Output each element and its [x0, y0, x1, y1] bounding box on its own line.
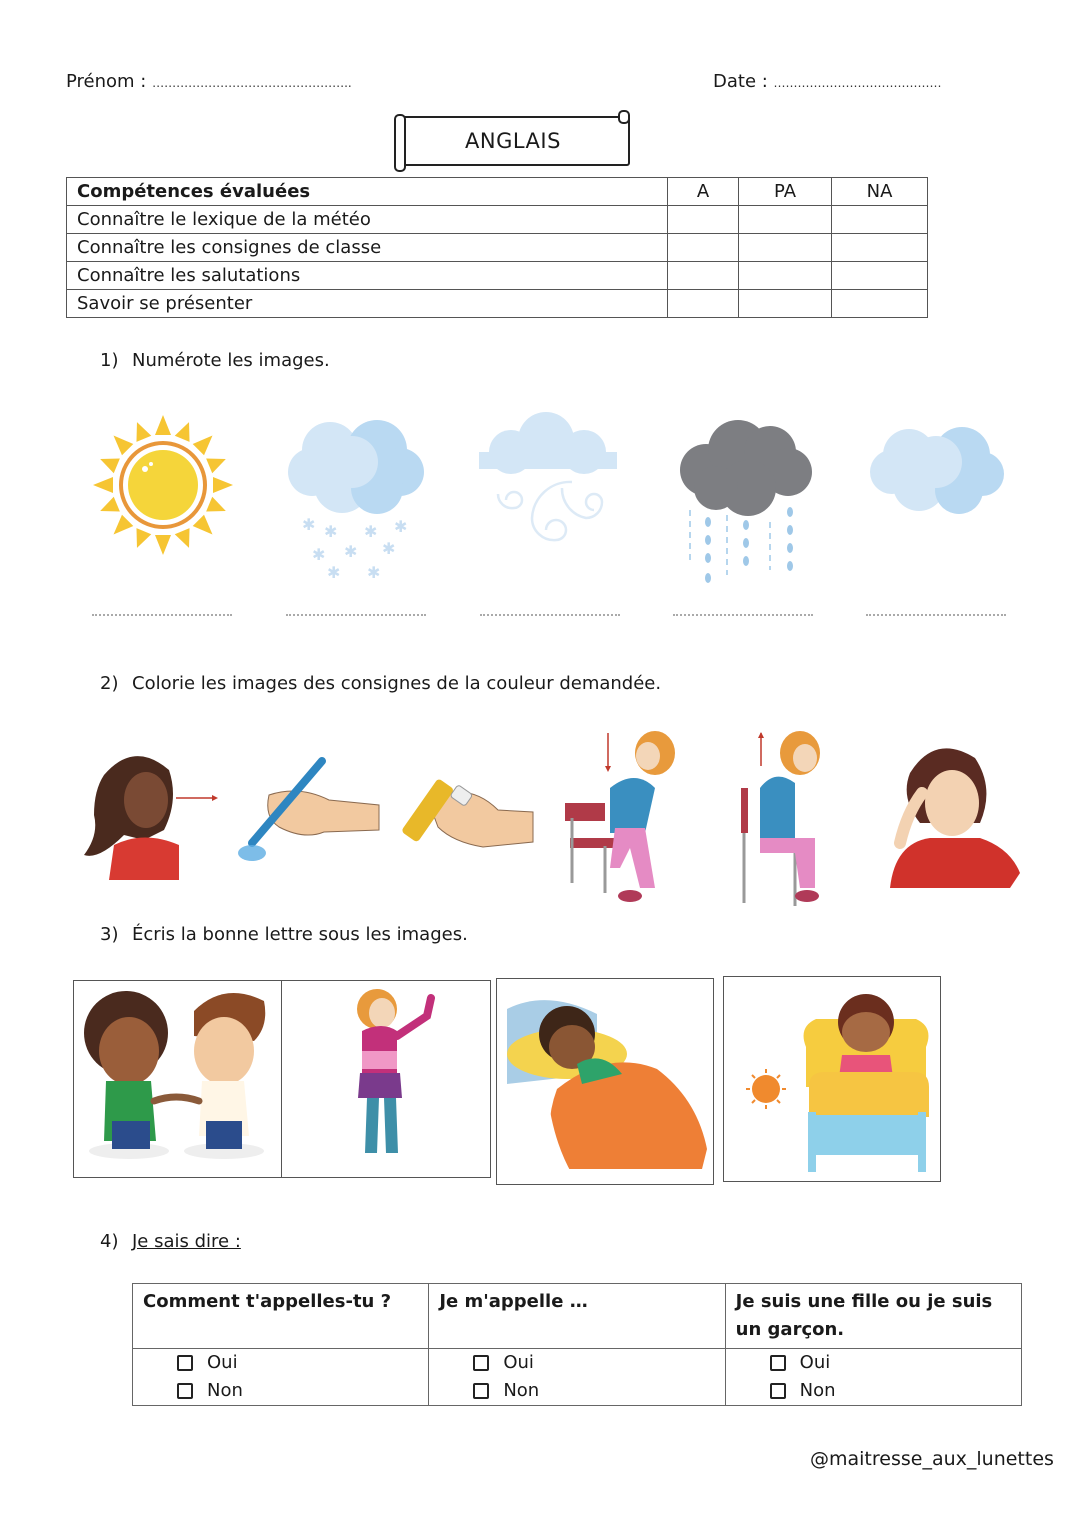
- table-row: [67, 262, 928, 290]
- question-2: [100, 673, 661, 694]
- cell-a[interactable]: [668, 206, 739, 234]
- option-label: Oui: [799, 1352, 831, 1373]
- date-label: Date :: [713, 71, 768, 92]
- option-label: Non: [503, 1380, 540, 1401]
- option-non[interactable]: [736, 1377, 1011, 1405]
- answer-line-5[interactable]: [866, 614, 1006, 616]
- say-table-options: [133, 1349, 1022, 1406]
- svg-text:✱: ✱: [364, 522, 378, 541]
- page-title: [396, 116, 630, 166]
- question-number: 2): [100, 673, 119, 694]
- header-my-name-is: Je m'appelle …: [429, 1284, 725, 1349]
- waving-goodbye-illustration-frame: [281, 980, 491, 1178]
- question-text: Écris la bonne lettre sous les images.: [132, 924, 468, 945]
- date-blank: ……………………………………: [773, 76, 942, 90]
- checkbox-icon[interactable]: [473, 1383, 489, 1399]
- option-oui[interactable]: [439, 1349, 714, 1377]
- page-title-text: ANGLAIS: [465, 129, 561, 153]
- question-text: Colorie les images des consignes de la couleur demandée.: [132, 673, 662, 694]
- col-header-pa: PA: [739, 178, 832, 206]
- question-number: 4): [100, 1231, 119, 1252]
- cell-na[interactable]: [832, 234, 928, 262]
- answer-line-4[interactable]: [673, 614, 813, 616]
- header-girl-or-boy: Je suis une fille ou je suis un garçon.: [725, 1284, 1021, 1349]
- checkbox-icon[interactable]: [473, 1355, 489, 1371]
- date-field[interactable]: [713, 71, 942, 92]
- cell-pa[interactable]: [739, 262, 832, 290]
- skills-table: [66, 177, 928, 318]
- checkbox-icon[interactable]: [770, 1383, 786, 1399]
- say-table-header: [133, 1284, 1022, 1349]
- col-header-a: A: [668, 178, 739, 206]
- checkbox-icon[interactable]: [177, 1383, 193, 1399]
- sleeping-illustration: [497, 979, 713, 1184]
- option-label: Non: [207, 1380, 243, 1401]
- sit-down-illustration: [560, 728, 690, 908]
- glue-illustration: [398, 770, 538, 855]
- question-text: Je sais dire :: [132, 1231, 241, 1252]
- cell-pa[interactable]: [739, 206, 832, 234]
- cell-pa[interactable]: [739, 290, 832, 318]
- stand-up-illustration: [735, 728, 835, 908]
- question-3: [100, 924, 468, 945]
- table-row: [67, 234, 928, 262]
- answer-line-1[interactable]: [92, 614, 232, 616]
- svg-text:✱: ✱: [344, 542, 358, 561]
- cell-na[interactable]: [832, 290, 928, 318]
- handshake-illustration: [74, 981, 282, 1177]
- svg-text:✱: ✱: [312, 545, 326, 564]
- option-non[interactable]: [439, 1377, 714, 1405]
- skill-label: Savoir se présenter: [67, 290, 668, 318]
- option-non[interactable]: [143, 1377, 418, 1405]
- table-row: [67, 290, 928, 318]
- skill-label: Connaître les consignes de classe: [67, 234, 668, 262]
- cell-a[interactable]: [668, 234, 739, 262]
- rain-cloud-icon: [668, 410, 818, 590]
- header-whats-your-name: Comment t'appelles-tu ?: [133, 1284, 429, 1349]
- option-label: Oui: [503, 1352, 534, 1373]
- svg-text:✱: ✱: [324, 522, 338, 541]
- skill-label: Connaître le lexique de la météo: [67, 206, 668, 234]
- skill-label: Connaître les salutations: [67, 262, 668, 290]
- option-oui[interactable]: [143, 1349, 418, 1377]
- question-text: Numérote les images.: [132, 350, 330, 371]
- cell-a[interactable]: [668, 262, 739, 290]
- table-row: [67, 206, 928, 234]
- checkbox-icon[interactable]: [770, 1355, 786, 1371]
- svg-text:✱: ✱: [302, 515, 316, 534]
- question-number: 1): [100, 350, 119, 371]
- svg-text:✱: ✱: [367, 563, 381, 582]
- col-header-skills: Compétences évaluées: [67, 178, 668, 206]
- scroll-curl-right-decoration: [618, 110, 630, 124]
- listen-illustration: [880, 738, 1020, 888]
- name-field[interactable]: [66, 71, 352, 92]
- waving-goodbye-illustration: [282, 981, 490, 1177]
- question-4: [100, 1231, 241, 1252]
- scroll-curl-left-decoration: [394, 114, 406, 172]
- colour-illustration: [234, 755, 384, 865]
- svg-text:✱: ✱: [394, 517, 408, 536]
- cell-na[interactable]: [832, 206, 928, 234]
- handshake-illustration-frame: [73, 980, 283, 1178]
- option-label: Non: [799, 1380, 836, 1401]
- answer-line-2[interactable]: [286, 614, 426, 616]
- answer-line-3[interactable]: [480, 614, 620, 616]
- skills-table-header: [67, 178, 928, 206]
- waking-up-illustration-frame: [723, 976, 941, 1182]
- look-illustration: [74, 745, 224, 880]
- name-blank: …………………………………………..: [152, 76, 352, 90]
- sun-icon: [88, 410, 238, 590]
- cell-na[interactable]: [832, 262, 928, 290]
- wind-cloud-icon: [476, 410, 626, 590]
- name-label: Prénom :: [66, 71, 147, 92]
- cell-pa[interactable]: [739, 234, 832, 262]
- snow-cloud-icon: [282, 410, 432, 590]
- cell-a[interactable]: [668, 290, 739, 318]
- checkbox-icon[interactable]: [177, 1355, 193, 1371]
- svg-text:✱: ✱: [382, 539, 396, 558]
- option-label: Oui: [207, 1352, 238, 1373]
- question-1: [100, 350, 330, 371]
- option-oui[interactable]: [736, 1349, 1011, 1377]
- self-assessment-table: [132, 1283, 1022, 1406]
- col-header-na: NA: [832, 178, 928, 206]
- svg-text:✱: ✱: [327, 563, 341, 582]
- author-credit: @maitresse_aux_lunettes: [810, 1448, 1054, 1470]
- question-number: 3): [100, 924, 119, 945]
- cloud-icon: [864, 410, 1014, 590]
- sleeping-illustration-frame: [496, 978, 714, 1185]
- waking-up-illustration: [724, 977, 940, 1181]
